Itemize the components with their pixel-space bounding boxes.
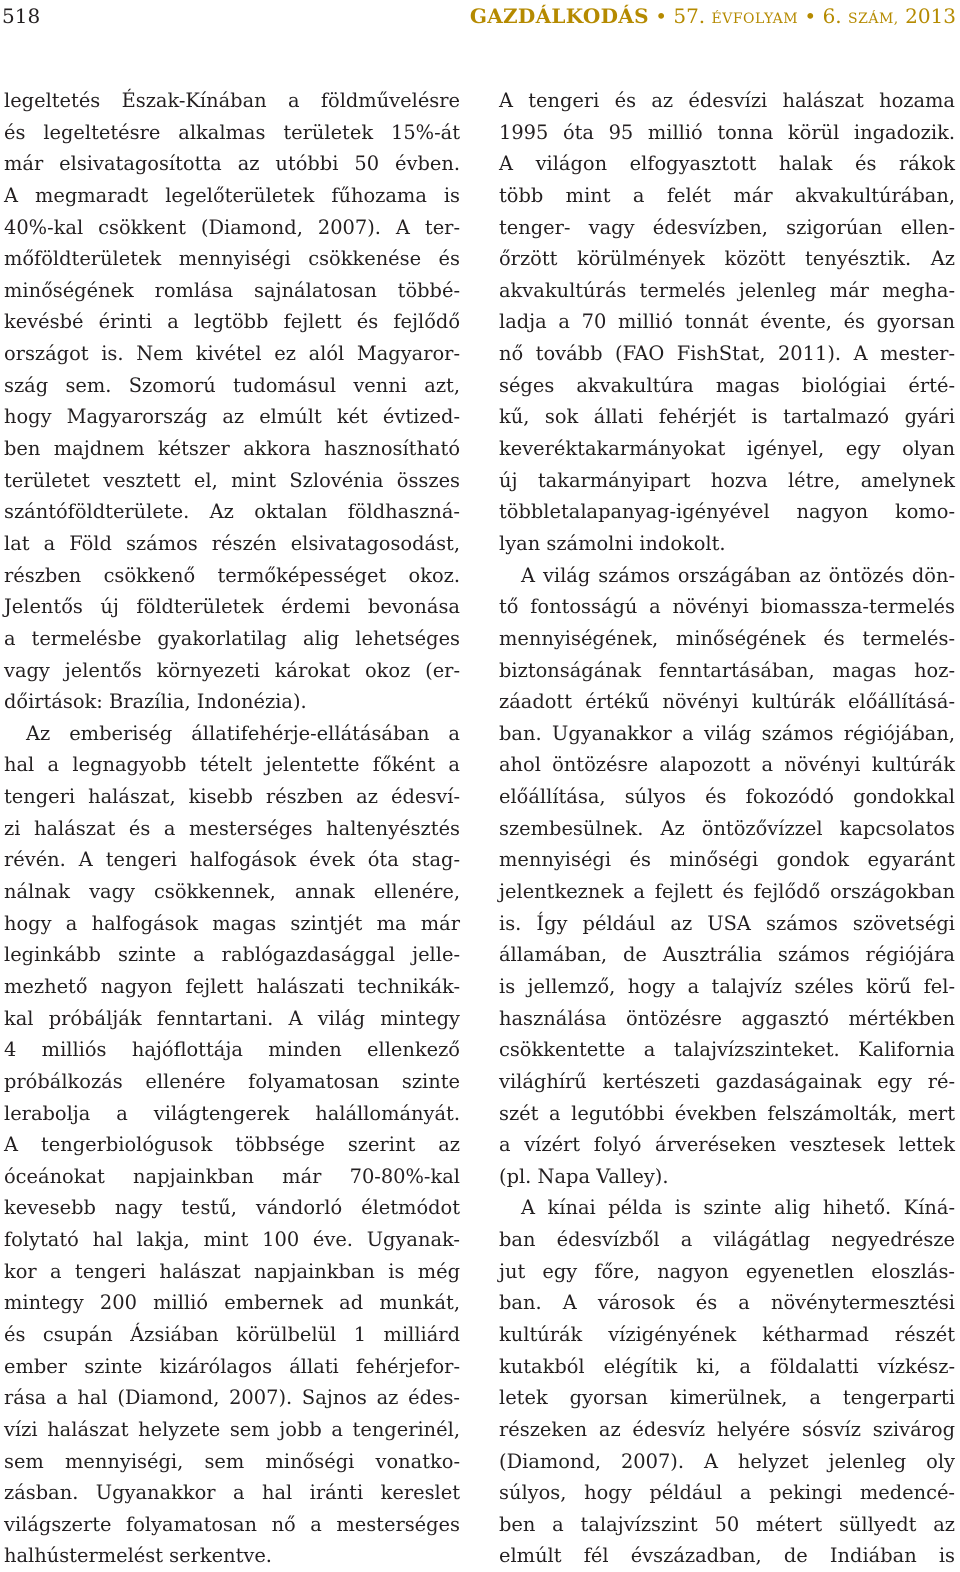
text-line: halhústermelést serkentve. [4,1544,272,1568]
text-line: leginkább szinte a rablógazdasággal jelle- [4,943,460,967]
volume-number: 57. [673,4,706,28]
right-text-column [499,85,955,1572]
text-line: legeltetés Észak-Kínában a földművelésre [4,89,460,112]
text-line: ben majdnem kétszer akkora hasznosítható [4,437,460,461]
text-line: zi halászat és a mesterséges haltenyésztés [4,816,460,840]
text-line: mintegy 200 millió embernek ad munkát, [4,1291,460,1315]
text-line: 4 milliós hajóflottája minden ellenkező [4,1038,460,1062]
text-line: minőségének romlása sajnálatosan többé- [4,278,460,302]
text-line: ahol öntözésre alapozott a növényi kultúrák [499,753,955,777]
text-line: 1995 óta 95 millió tonna körül ingadozik. [499,120,955,144]
text-line: területet vesztett el, mint Szlovénia összes [4,468,460,492]
text-line: (Diamond, 2007). A helyzet jelenleg oly [499,1449,955,1473]
text-line: lyan számolni indokolt. [499,531,726,555]
text-line: akvakultúrás termelés jelenleg már megha- [499,278,955,302]
text-line: rása a hal (Diamond, 2007). Sajnos az édes- [4,1386,460,1410]
text-line: folytató hal lakja, mint 100 éve. Ugyanak- [4,1228,460,1252]
text-line: vagy jelentős környezeti károkat okoz (er- [4,658,460,682]
page-header [0,0,960,40]
text-line: használása öntözésre aggasztó mértékben [499,1006,955,1030]
text-line: Jelentős új földterületek érdemi bevonása [4,595,460,619]
text-line: csökkentette a talajvízszinteket. Kalifornia [499,1038,955,1062]
text-line: mennyiségének, minőségének és termelés- [499,626,955,650]
journal-name: GAZDÁLKODÁS [469,4,649,28]
text-line: mőföldterületek mennyiségi csökkenése és [4,247,460,271]
text-line: kultúrák vízigényének kétharmad részét [499,1322,955,1346]
text-line: (pl. Napa Valley). [499,1164,669,1188]
text-line: kű, sok állati fehérjét is tartalmazó gyári [499,405,955,429]
running-head [470,4,956,28]
text-line: ban. A városok és a növénytermesztési [499,1291,955,1315]
text-line: elmúlt fél évszázadban, de Indiában is [499,1544,955,1568]
text-line: többletalapanyag-igényével nagyon komo- [499,500,955,524]
text-line: ember szinte kizárólagos állati fehérjefor- [4,1354,460,1378]
text-line: súlyos, hogy például a pekingi medencé- [499,1481,955,1505]
text-line: letek gyorsan kimerülnek, a tengerparti [499,1386,955,1410]
text-line: új takarmányipart hozva létre, amelynek [499,468,955,492]
text-line: szembesülnek. Az öntözővízzel kapcsolatos [499,816,955,840]
text-line: államában, de Ausztrália számos régiójára [499,943,955,967]
page-number: 518 [2,4,41,28]
text-line: is jellemző, hogy a talajvíz széles körű fel- [499,974,955,998]
text-line: próbálkozás ellenére folyamatosan szinte [4,1069,460,1093]
text-line: sem mennyiségi, sem minőségi vonatko- [4,1449,460,1473]
year: 2013 [905,4,956,28]
text-line: kal próbálják fenntartani. A világ mintegy [4,1006,460,1030]
text-line: 40%-kal csökkent (Diamond, 2007). A ter- [4,215,460,239]
text-line: nálnak vagy csökkennek, annak ellenére, [4,880,460,904]
issue-label: SZÁM, [848,11,899,27]
header-bullet: • [655,4,667,28]
text-line: dőirtások: Brazília, Indonézia). [4,690,307,714]
text-line: és legeltetésre alkalmas területek 15%-át [4,120,460,144]
text-line: a termelésbe gyakorlatilag alig lehetséges [4,626,460,650]
text-line: szántóföldterülete. Az oktalan földhaszná- [4,500,460,524]
text-line: részben csökkenő termőképességet okoz. [4,563,460,587]
text-line: séges akvakultúra magas biológiai érté- [499,373,955,397]
text-line: lat a Föld számos részén elsivatagosodást, [4,531,460,555]
text-line: tengeri halászat, kisebb részben az édesví- [4,785,460,809]
text-line: tenger- vagy édesvízben, szigorúan ellen- [499,215,955,239]
text-line: mennyiségi és minőségi gondok egyaránt [499,848,955,872]
text-line: keveréktakarmányokat igényel, egy olyan [499,437,955,461]
text-line: A kínai példa is szinte alig hihető. Kíná- [521,1196,955,1220]
text-line: ben a talajvízszint 50 métert süllyedt az [499,1512,955,1536]
text-line: szág sem. Szomorú tudomásul venni azt, [4,373,460,397]
text-line: jut egy főre, nagyon egyenetlen eloszlás- [499,1259,955,1283]
text-line: több mint a felét már akvakultúrában, [499,183,955,207]
text-line: lerabolja a világtengerek halállományát. [4,1101,460,1125]
text-line: ban. Ugyanakkor a világ számos régiójában, [499,721,955,745]
issue-number: 6. [822,4,842,28]
text-line: ladja a 70 millió tonnát évente, és gyorsan [499,310,955,334]
text-line: kor a tengeri halászat napjainkban is még [4,1259,460,1283]
header-bullet-2: • [804,4,817,28]
text-line: zásban. Ugyanakkor a hal iránti kereslet [4,1481,460,1505]
text-line: vízi halászat helyzete sem jobb a tengerinél, [4,1417,460,1441]
text-line: záadott értékű növényi kultúrák előállításá- [499,690,955,714]
text-line: részeken az édesvíz helyére sósvíz szivárog [499,1417,955,1441]
text-line: országot is. Nem kivétel ez alól Magyaror- [4,342,460,366]
text-line: jelentkeznek a fejlett és fejlődő országokban [499,880,955,904]
text-line: őrzött körülmények között tenyésztik. Az [499,247,955,271]
text-line: biztonságának fenntartásában, magas hoz- [499,658,955,682]
text-line: hal a legnagyobb tételt jelentette főként a [4,753,460,777]
text-line: A tengerbiológusok többsége szerint az [4,1133,460,1157]
text-line: előállítása, súlyos és fokozódó gondokkal [499,785,955,809]
text-line: kutakból elégítik ki, a földalatti vízkész- [499,1354,955,1378]
volume-label: ÉVFOLYAM [711,11,799,27]
text-line: nő tovább (FAO FishStat, 2011). A mester- [499,342,955,366]
text-line: A megmaradt legelőterületek fűhozama is [4,183,460,207]
text-line: Az emberiség állatifehérje-ellátásában a [26,721,460,745]
text-line: kevesebb nagy testű, vándorló életmódot [4,1196,460,1220]
text-line: a vízért folyó árveréseken vesztesek lettek [499,1133,955,1157]
text-line: A világon elfogyasztott halak és rákok [499,152,955,176]
text-line: A világ számos országában az öntözés dön- [521,563,955,587]
text-line: már elsivatagosította az utóbbi 50 évben. [4,152,460,176]
left-text-column [4,85,460,1572]
text-line: ban édesvízből a világátlag negyedrésze [499,1228,955,1252]
text-line: is. Így például az USA számos szövetségi [499,911,955,935]
text-line: kevésbé érinti a legtöbb fejlett és fejlődő [4,310,460,334]
text-line: tő fontosságú a növényi biomassza-termelés [499,595,955,619]
text-line: hogy a halfogások magas szintjét ma már [4,911,460,935]
text-line: és csupán Ázsiában körülbelül 1 milliárd [4,1322,460,1346]
text-line: A tengeri és az édesvízi halászat hozama [499,89,955,112]
text-line: óceánokat napjainkban már 70-80%-kal [4,1164,460,1188]
text-line: mezhető nagyon fejlett halászati technikák- [4,974,460,998]
text-line: hogy Magyarország az elmúlt két évtized- [4,405,460,429]
text-line: világhírű kertészeti gazdaságainak egy ré- [499,1069,955,1093]
text-line: világszerte folyamatosan nő a mesterséges [4,1512,460,1536]
text-line: révén. A tengeri halfogások évek óta stag- [4,848,460,872]
text-line: szét a legutóbbi években felszámolták, mert [499,1101,955,1125]
